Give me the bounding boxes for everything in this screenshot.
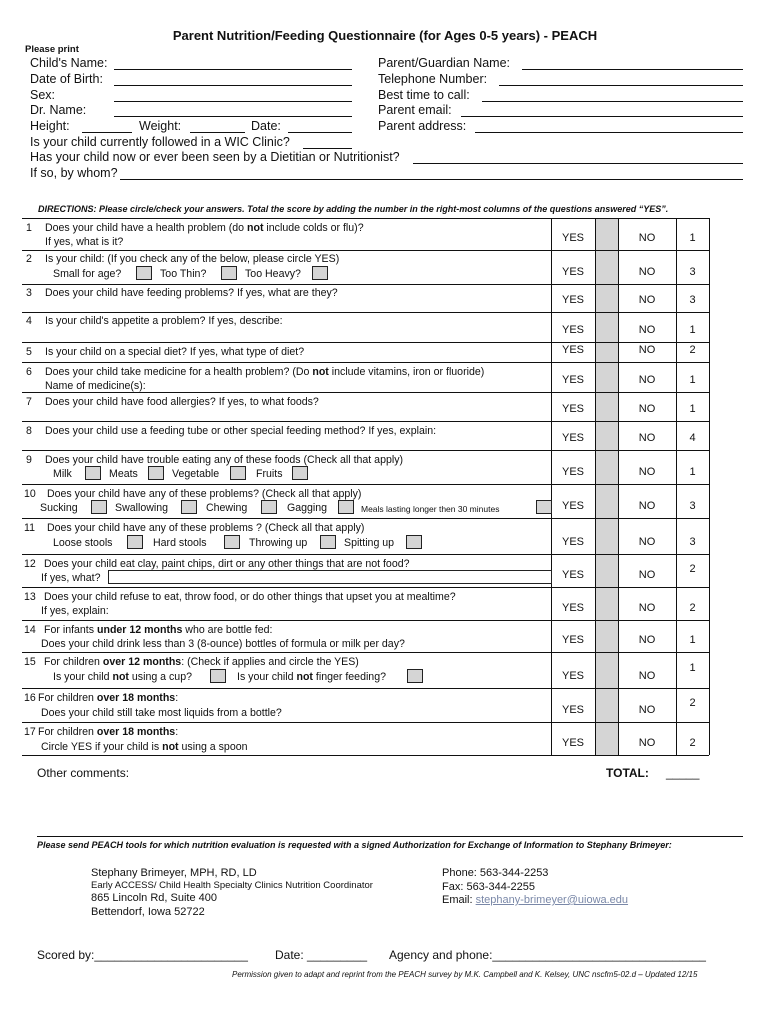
q9-opt-milk: Milk — [53, 468, 72, 480]
q2-opt-small: Small for age? — [53, 268, 122, 280]
q9-no-option[interactable]: NO — [638, 466, 656, 478]
dr-name-label: Dr. Name: — [30, 103, 87, 117]
q16-number: 16 — [24, 692, 36, 704]
contact-email: Email: stephany-brimeyer@uiowa.edu — [442, 894, 629, 906]
best-time-label: Best time to call: — [378, 88, 470, 102]
q14-score: 1 — [689, 634, 696, 646]
total-field[interactable]: _____ — [666, 766, 700, 780]
q3-yes-option[interactable]: YES — [561, 294, 584, 306]
childs-name-field[interactable] — [114, 69, 352, 70]
date-label: Date: — [251, 119, 281, 133]
dietitian-field[interactable] — [413, 163, 743, 164]
q11-score: 3 — [689, 536, 696, 548]
parent-address-label: Parent address: — [378, 119, 467, 133]
q17-text: For children over 18 months: — [38, 726, 179, 738]
column-divider — [595, 218, 596, 755]
q1-score: 1 — [689, 232, 696, 244]
q9-milk-checkbox[interactable] — [85, 466, 101, 480]
q1-yes-option[interactable]: YES — [561, 232, 584, 244]
weight-field[interactable] — [190, 132, 245, 133]
q9-fruits-checkbox[interactable] — [292, 466, 308, 480]
q9-text: Does your child have trouble eating any of these foods (Check all that apply) — [45, 454, 404, 466]
parent-name-field[interactable] — [522, 69, 743, 70]
contact-address1: 865 Lincoln Rd, Suite 400 — [91, 892, 217, 904]
q4-score: 1 — [689, 324, 696, 336]
agency-phone-field[interactable]: Agency and phone:________________________________ — [389, 948, 706, 962]
q12-number: 12 — [24, 558, 36, 570]
q10-score: 3 — [689, 500, 696, 512]
height-field[interactable] — [82, 132, 132, 133]
q15-number: 15 — [24, 656, 36, 668]
q6-score: 1 — [689, 374, 696, 386]
q2-text: Is your child: (If you check any of the below, please circle YES) — [45, 253, 340, 265]
q9-vegetable-checkbox[interactable] — [230, 466, 246, 480]
q12-answer-field[interactable] — [108, 570, 552, 584]
q14-text: For infants under 12 months who are bottle fed: — [44, 624, 273, 636]
send-note: Please send PEACH tools for which nutrition evaluation is requested with a signed Authorization for Exchange of Information to Stephany Brimeyer: — [37, 840, 672, 850]
dob-field[interactable] — [114, 85, 352, 86]
q13-followup: If yes, explain: — [41, 605, 109, 617]
q11-yes-option[interactable]: YES — [561, 536, 584, 548]
row-divider — [22, 652, 709, 653]
q12-yes-option[interactable]: YES — [561, 569, 584, 581]
parent-email-field[interactable] — [461, 116, 743, 117]
q7-yes-option[interactable]: YES — [561, 403, 584, 415]
q8-number: 8 — [26, 425, 32, 437]
q17-followup: Circle YES if your child is not using a spoon — [41, 741, 248, 753]
parent-email-label: Parent email: — [378, 103, 452, 117]
q16-yes-option[interactable]: YES — [561, 704, 584, 716]
q6-number: 6 — [26, 366, 32, 378]
q3-text: Does your child have feeding problems? If yes, what are they? — [45, 287, 338, 299]
total-label: TOTAL: — [606, 766, 649, 780]
q14-yes-option[interactable]: YES — [561, 634, 584, 646]
q8-text: Does your child use a feeding tube or other special feeding method? If yes, explain: — [45, 425, 437, 437]
telephone-field[interactable] — [499, 85, 743, 86]
q10-sucking-checkbox[interactable] — [91, 500, 107, 514]
q1-number: 1 — [26, 222, 32, 234]
q9-score: 1 — [689, 466, 696, 478]
q1-followup: If yes, what is it? — [45, 236, 124, 248]
shaded-column — [595, 218, 618, 755]
q16-score: 2 — [689, 697, 696, 709]
q7-score: 1 — [689, 403, 696, 415]
q1-no-option[interactable]: NO — [638, 232, 656, 244]
row-divider — [22, 587, 709, 588]
q16-text: For children over 18 months: — [38, 692, 179, 704]
q10-number: 10 — [24, 488, 36, 500]
q11-no-option[interactable]: NO — [638, 536, 656, 548]
q10-meals-checkbox[interactable] — [536, 500, 552, 514]
q10-opt-sucking: Sucking — [40, 502, 78, 514]
q14-followup: Does your child drink less than 3 (8-ounce) bottles of formula or milk per day? — [41, 638, 405, 650]
q11-hard-checkbox[interactable] — [224, 535, 240, 549]
q15-text: For children over 12 months: (Check if applies and circle the YES) — [44, 656, 359, 668]
q2-small-checkbox[interactable] — [136, 266, 152, 280]
best-time-field[interactable] — [482, 101, 743, 102]
q4-no-option[interactable]: NO — [638, 324, 656, 336]
q2-thin-checkbox[interactable] — [221, 266, 237, 280]
row-divider — [22, 484, 709, 485]
row-divider — [22, 250, 709, 251]
q9-yes-option[interactable]: YES — [561, 466, 584, 478]
contact-name: Stephany Brimeyer, MPH, RD, LD — [91, 867, 257, 879]
q9-meats-checkbox[interactable] — [148, 466, 164, 480]
q6-no-option[interactable]: NO — [638, 374, 656, 386]
q5-yes-option[interactable]: YES — [561, 344, 584, 356]
dob-label: Date of Birth: — [30, 72, 103, 86]
q6-text: Does your child take medicine for a health problem? (Do not include vitamins, iron or fluoride) — [45, 366, 485, 378]
q6-followup: Name of medicine(s): — [45, 380, 146, 392]
q7-no-option[interactable]: NO — [638, 403, 656, 415]
wic-question: Is your child currently followed in a WIC Clinic? — [30, 135, 290, 149]
q12-followup: If yes, what? — [41, 572, 101, 584]
row-divider — [22, 620, 709, 621]
childs-name-label: Child's Name: — [30, 56, 108, 70]
q17-no-option[interactable]: NO — [638, 737, 656, 749]
by-whom-label: If so, by whom? — [30, 166, 118, 180]
q15-yes-option[interactable]: YES — [561, 670, 584, 682]
send-divider — [37, 836, 743, 837]
row-divider — [22, 342, 709, 343]
page-title: Parent Nutrition/Feeding Questionnaire (for Ages 0-5 years) - PEACH — [172, 28, 598, 43]
q14-number: 14 — [24, 624, 36, 636]
q2-number: 2 — [26, 253, 32, 265]
q5-number: 5 — [26, 346, 32, 358]
q10-swallowing-checkbox[interactable] — [181, 500, 197, 514]
contact-fax: Fax: 563-344-2255 — [442, 881, 535, 893]
contact-phone: Phone: 563-344-2253 — [442, 867, 549, 879]
sex-field[interactable] — [114, 101, 352, 102]
row-divider — [22, 362, 709, 363]
q2-score: 3 — [689, 266, 696, 278]
q2-heavy-checkbox[interactable] — [312, 266, 328, 280]
q10-yes-option[interactable]: YES — [561, 500, 584, 512]
row-divider — [22, 554, 709, 555]
q17-number: 17 — [24, 726, 36, 738]
q17-yes-option[interactable]: YES — [561, 737, 584, 749]
row-divider — [22, 450, 709, 451]
q10-opt-chewing: Chewing — [206, 502, 248, 514]
row-divider — [22, 755, 709, 756]
q11-throwing-checkbox[interactable] — [320, 535, 336, 549]
q1-text: Does your child have a health problem (do not include colds or flu)? — [45, 222, 364, 234]
row-divider — [22, 518, 709, 519]
q4-yes-option[interactable]: YES — [561, 324, 584, 336]
q8-yes-option[interactable]: YES — [561, 432, 584, 444]
q13-score: 2 — [689, 602, 696, 614]
q5-no-option[interactable]: NO — [638, 344, 656, 356]
date-bottom-field[interactable]: Date: _________ — [275, 948, 368, 962]
directions: DIRECTIONS: Please circle/check your answers. Total the score by adding the number in the right-most columns of the questions answered “YES”. — [38, 204, 669, 214]
q9-opt-meats: Meats — [109, 468, 138, 480]
row-divider — [22, 421, 709, 422]
parent-name-label: Parent/Guardian Name: — [378, 56, 511, 70]
q15-score: 1 — [689, 662, 696, 674]
q3-no-option[interactable]: NO — [638, 294, 656, 306]
q16-followup: Does your child still take most liquids from a bottle? — [41, 707, 282, 719]
q2-no-option[interactable]: NO — [638, 266, 656, 278]
q13-yes-option[interactable]: YES — [561, 602, 584, 614]
q5-score: 2 — [689, 344, 696, 356]
q9-number: 9 — [26, 454, 32, 466]
other-comments-label: Other comments: — [37, 766, 130, 780]
q10-gagging-checkbox[interactable] — [338, 500, 354, 514]
q3-number: 3 — [26, 287, 32, 299]
parent-address-field[interactable] — [475, 132, 743, 133]
q4-text: Is your child's appetite a problem? If yes, describe: — [45, 315, 283, 327]
please-print-note: Please print — [25, 44, 79, 55]
weight-label: Weight: — [139, 119, 182, 133]
q4-number: 4 — [26, 315, 32, 327]
scored-by-field[interactable]: Scored by:_______________________ — [37, 948, 248, 962]
q12-no-option[interactable]: NO — [638, 569, 656, 581]
q8-score: 4 — [689, 432, 696, 444]
dietitian-question: Has your child now or ever been seen by a Dietitian or Nutritionist? — [30, 150, 400, 164]
q2-opt-heavy: Too Heavy? — [245, 268, 301, 280]
row-divider — [22, 218, 709, 219]
q11-text: Does your child have any of these problems ? (Check all that apply) — [47, 522, 365, 534]
q7-number: 7 — [26, 396, 32, 408]
q11-loose-checkbox[interactable] — [127, 535, 143, 549]
dr-name-field[interactable] — [114, 116, 352, 117]
height-label: Height: — [30, 119, 70, 133]
q17-score: 2 — [689, 737, 696, 749]
q10-opt-swallowing: Swallowing — [115, 502, 168, 514]
q3-score: 3 — [689, 294, 696, 306]
q10-no-option[interactable]: NO — [638, 500, 656, 512]
q15-opt-finger: Is your child not finger feeding? — [237, 671, 386, 683]
q13-number: 13 — [24, 591, 36, 603]
q10-chewing-checkbox[interactable] — [261, 500, 277, 514]
q13-text: Does your child refuse to eat, throw food, or do other things that upset you at mealtime? — [44, 591, 456, 603]
q15-cup-checkbox[interactable] — [210, 669, 226, 683]
q5-text: Is your child on a special diet? If yes, what type of diet? — [45, 346, 305, 358]
q10-opt-gagging: Gagging — [287, 502, 328, 514]
wic-field[interactable] — [303, 148, 352, 149]
contact-role: Early ACCESS/ Child Health Specialty Clinics Nutrition Coordinator — [91, 880, 373, 891]
q12-score: 2 — [689, 562, 696, 575]
permission-note: Permission given to adapt and reprint from the PEACH survey by M.K. Campbell and K. Kelsey, UNC nscfm5-02.d – Updated 12/15 — [232, 970, 698, 979]
q13-no-option[interactable]: NO — [638, 602, 656, 614]
q15-finger-checkbox[interactable] — [407, 669, 423, 683]
q11-spitting-checkbox[interactable] — [406, 535, 422, 549]
q10-text: Does your child have any of these problems? (Check all that apply) — [47, 488, 362, 500]
q15-opt-cup: Is your child not using a cup? — [53, 671, 192, 683]
sex-label: Sex: — [30, 88, 56, 102]
q10-opt-meals: Meals lasting longer then 30 minutes — [361, 504, 500, 514]
row-divider — [22, 284, 709, 285]
row-divider — [22, 312, 709, 313]
q11-opt-throwing: Throwing up — [249, 537, 308, 549]
q7-text: Does your child have food allergies? If yes, to what foods? — [45, 396, 319, 408]
q15-no-option[interactable]: NO — [638, 670, 656, 682]
q2-yes-option[interactable]: YES — [561, 266, 584, 278]
column-divider — [709, 218, 710, 755]
q16-no-option[interactable]: NO — [638, 704, 656, 716]
q11-opt-hard: Hard stools — [153, 537, 207, 549]
q6-yes-option[interactable]: YES — [561, 374, 584, 386]
row-divider — [22, 722, 709, 723]
q11-opt-spitting: Spitting up — [344, 537, 395, 549]
contact-address2: Bettendorf, Iowa 52722 — [91, 906, 205, 918]
by-whom-field[interactable] — [120, 179, 743, 180]
q9-opt-vegetable: Vegetable — [172, 468, 220, 480]
q2-opt-thin: Too Thin? — [160, 268, 207, 280]
q12-text: Does your child eat clay, paint chips, dirt or any other things that are not food? — [44, 558, 410, 570]
telephone-label: Telephone Number: — [378, 72, 488, 86]
q8-no-option[interactable]: NO — [638, 432, 656, 444]
email-link[interactable]: stephany-brimeyer@uiowa.edu — [475, 894, 629, 906]
q14-no-option[interactable]: NO — [638, 634, 656, 646]
q11-number: 11 — [24, 522, 35, 534]
date-field[interactable] — [288, 132, 352, 133]
q9-opt-fruits: Fruits — [256, 468, 283, 480]
row-divider — [22, 688, 709, 689]
q11-opt-loose: Loose stools — [53, 537, 113, 549]
